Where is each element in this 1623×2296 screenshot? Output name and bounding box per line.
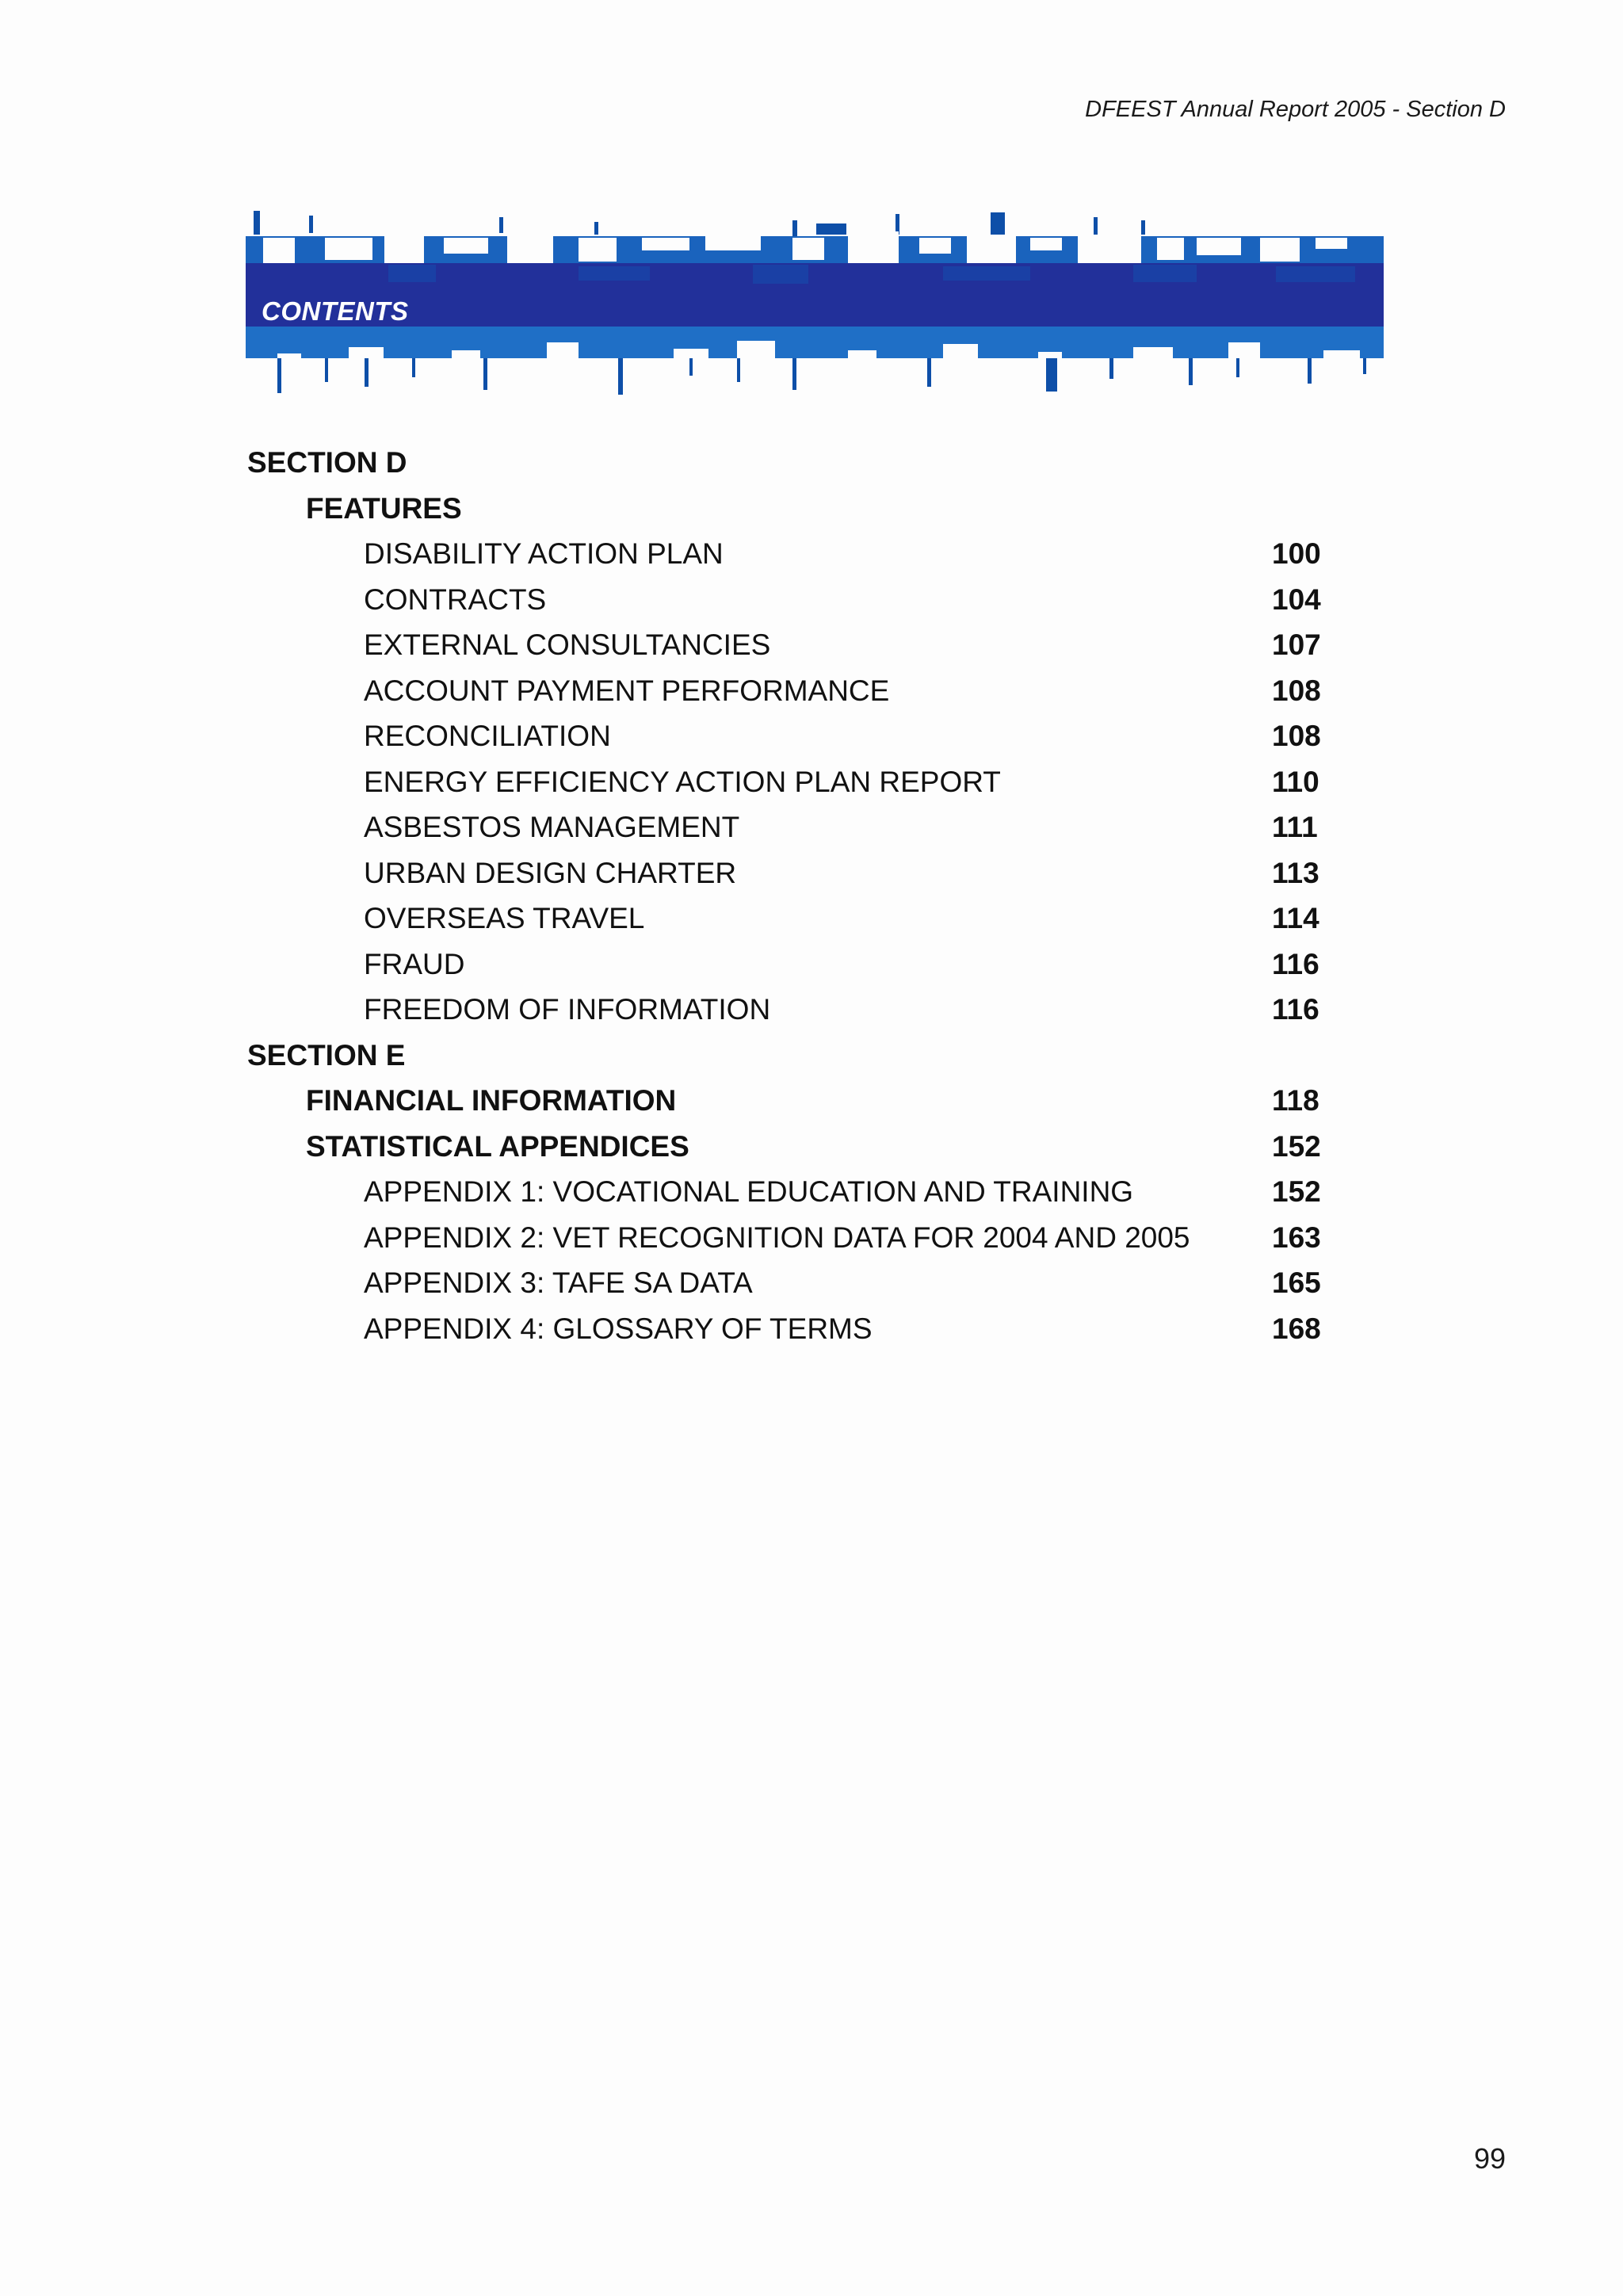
toc-subheading-features: [247, 486, 1325, 532]
toc-entry-page: 104: [1272, 583, 1321, 616]
toc-entry-label: FRAUD: [364, 947, 465, 980]
toc-entry[interactable]: [247, 577, 1325, 623]
toc-entry[interactable]: [247, 1169, 1325, 1215]
toc-entry-label: RECONCILIATION: [364, 720, 611, 752]
banner-tiles-row4: [246, 327, 1384, 358]
toc-entry-label: FREEDOM OF INFORMATION: [364, 993, 771, 1026]
toc-entry-page: 114: [1272, 902, 1319, 934]
toc-entry-label: ASBESTOS MANAGEMENT: [364, 811, 740, 843]
toc-entry[interactable]: [247, 1306, 1325, 1352]
toc-entry[interactable]: [247, 622, 1325, 668]
toc-heading-label: SECTION D: [247, 446, 407, 479]
contents-banner: [246, 208, 1384, 398]
toc-entry[interactable]: [247, 668, 1325, 714]
toc-entry[interactable]: [247, 1215, 1325, 1261]
toc-entry-label: ACCOUNT PAYMENT PERFORMANCE: [364, 674, 890, 707]
toc-entry-page: 100: [1272, 537, 1321, 570]
toc-entry-label: APPENDIX 1: VOCATIONAL EDUCATION AND TRAINING: [364, 1175, 1134, 1208]
page-number: 99: [1473, 2142, 1506, 2175]
toc-entry[interactable]: [247, 531, 1325, 577]
toc-entry-label: ENERGY EFFICIENCY ACTION PLAN REPORT: [364, 765, 1001, 798]
toc-entry-label: CONTRACTS: [364, 583, 547, 616]
banner-tiles-bottom: [277, 358, 1366, 395]
toc-subheading-financial[interactable]: [247, 1078, 1325, 1124]
toc-entry[interactable]: [247, 942, 1325, 988]
toc-entry-label: OVERSEAS TRAVEL: [364, 902, 645, 934]
toc-heading-section-d: [247, 440, 1325, 486]
toc-entry-label: DISABILITY ACTION PLAN: [364, 537, 724, 570]
toc-entry[interactable]: [247, 804, 1325, 850]
toc-entry-page: 108: [1272, 674, 1321, 707]
toc-entry-page: 108: [1272, 720, 1321, 752]
toc-entry-page: 118: [1272, 1084, 1319, 1117]
toc-entry-page: 107: [1272, 628, 1321, 661]
toc-entry-page: 152: [1272, 1129, 1321, 1163]
toc-entry[interactable]: [247, 759, 1325, 805]
toc-entry-page: 110: [1272, 765, 1319, 798]
toc-subheading-label: FEATURES: [306, 491, 462, 525]
toc-entry[interactable]: [247, 1260, 1325, 1306]
toc-entry-page: 165: [1272, 1266, 1321, 1299]
toc-entry-label: APPENDIX 4: GLOSSARY OF TERMS: [364, 1312, 873, 1345]
toc-subheading-label: STATISTICAL APPENDICES: [306, 1129, 689, 1163]
toc-subheading-label: FINANCIAL INFORMATION: [306, 1084, 677, 1117]
banner-title: CONTENTS: [262, 296, 409, 326]
toc-heading-section-e: [247, 1033, 1325, 1079]
toc-entry-label: URBAN DESIGN CHARTER: [364, 856, 737, 889]
running-header: DFEEST Annual Report 2005 - Section D: [1085, 97, 1506, 122]
toc-entry-label: EXTERNAL CONSULTANCIES: [364, 628, 771, 661]
toc-entry-page: 152: [1272, 1175, 1321, 1208]
toc-entry-page: 116: [1272, 947, 1319, 980]
toc-entry-page: 116: [1272, 993, 1319, 1026]
toc-entry-page: 111: [1272, 811, 1318, 843]
toc-entry-page: 113: [1272, 856, 1319, 889]
toc-entry-label: APPENDIX 2: VET RECOGNITION DATA FOR 2004 AND 2005: [364, 1221, 1190, 1254]
banner-tiles-top: [254, 211, 1145, 236]
toc-heading-label: SECTION E: [247, 1038, 406, 1072]
toc-subheading-statistical[interactable]: [247, 1124, 1325, 1170]
toc-entry-label: APPENDIX 3: TAFE SA DATA: [364, 1266, 753, 1299]
table-of-contents: [247, 440, 1325, 1351]
toc-entry[interactable]: [247, 987, 1325, 1033]
toc-entry-page: 163: [1272, 1221, 1321, 1254]
toc-entry[interactable]: [247, 896, 1325, 942]
toc-entry-page: 168: [1272, 1312, 1321, 1345]
toc-entry[interactable]: [247, 850, 1325, 896]
toc-entry[interactable]: [247, 713, 1325, 759]
